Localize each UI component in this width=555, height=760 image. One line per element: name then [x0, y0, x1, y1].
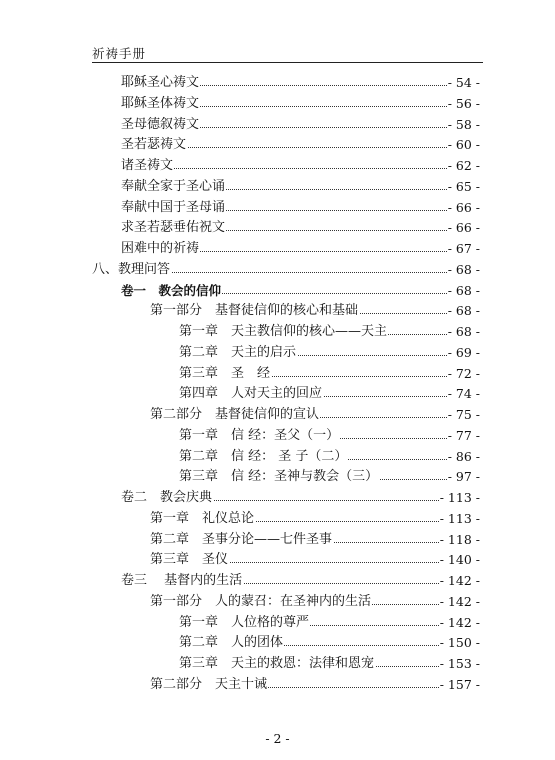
toc-entry-title: 第三章 圣仪 — [150, 550, 229, 570]
toc-entry-title: 第二章 人的团体 — [179, 633, 284, 653]
toc-entry-title: 卷二 教会庆典 — [121, 488, 213, 508]
toc-entry-page: - 97 - — [447, 467, 480, 487]
toc-entry-title: 第二章 天主的启示 — [179, 343, 297, 363]
toc-entry[interactable] — [0, 488, 555, 508]
toc-entry-page: - 157 - — [439, 675, 480, 695]
toc-entry[interactable] — [0, 364, 555, 384]
toc-entry-page: - 150 - — [439, 633, 480, 653]
toc-entry[interactable] — [0, 198, 555, 218]
toc-entry-page: - 68 - — [447, 301, 480, 321]
toc-entry-title: 第一章 人位格的尊严 — [179, 613, 310, 633]
toc-entry-title: 第二部分 天主十诫 — [150, 675, 268, 695]
toc-entry-title: 第四章 人对天主的回应 — [179, 384, 323, 404]
toc-entry[interactable] — [0, 115, 555, 135]
toc-entry-title: 圣若瑟祷文 — [121, 135, 187, 155]
toc-entry-page: - 113 - — [439, 509, 480, 529]
toc-entry-page: - 66 - — [447, 218, 480, 238]
toc-entry-page: - 68 - — [447, 322, 480, 342]
toc-entry[interactable] — [0, 177, 555, 197]
toc-entry[interactable] — [0, 135, 555, 155]
toc-entry-page: - 60 - — [447, 135, 480, 155]
toc-entry[interactable] — [0, 530, 555, 550]
toc-entry-title: 卷三 基督内的生活 — [121, 571, 243, 591]
toc-entry[interactable] — [0, 343, 555, 363]
toc-entry-page: - 69 - — [447, 343, 480, 363]
toc-entry[interactable] — [0, 405, 555, 425]
toc-entry-title: 第三章 信 经：圣神与教会（三） — [179, 467, 379, 487]
toc-entry-page: - 56 - — [447, 94, 480, 114]
toc-entry-title: 第二章 圣事分论——七件圣事 — [150, 530, 333, 550]
toc-entry-page: - 62 - — [447, 156, 480, 176]
toc-entry-title: 奉献全家于圣心诵 — [121, 177, 226, 197]
toc-entry[interactable] — [0, 447, 555, 467]
toc-entry-title: 第三章 天主的救恩：法律和恩宠 — [179, 654, 375, 674]
toc-entry[interactable] — [0, 384, 555, 404]
toc-entry-title: 圣母德叙祷文 — [121, 115, 200, 135]
toc-entry-title: 八、教理问答 — [92, 260, 171, 280]
toc-entry-title: 第一章 信 经：圣父（一） — [179, 426, 340, 446]
toc-entry[interactable] — [0, 73, 555, 93]
toc-entry[interactable] — [0, 654, 555, 674]
toc-entry-title: 第一章 礼仪总论 — [150, 509, 255, 529]
toc-entry-title: 第二章 信 经： 圣 子（二） — [179, 447, 348, 467]
toc-entry[interactable] — [0, 613, 555, 633]
toc-entry[interactable] — [0, 509, 555, 529]
toc-entry-title: 第一章 天主教信仰的核心——天主 — [179, 322, 388, 342]
toc-entry-page: - 113 - — [439, 488, 480, 508]
page-number: - 2 - — [265, 731, 290, 746]
toc-entry-title: 第三章 圣 经 — [179, 364, 271, 384]
toc-entry-title: 耶稣圣体祷文 — [121, 94, 200, 114]
toc-entry[interactable] — [0, 281, 555, 301]
toc-entry-page: - 142 - — [439, 571, 480, 591]
toc-entry-page: - 58 - — [447, 115, 480, 135]
toc-entry-page: - 142 - — [439, 592, 480, 612]
header-divider — [92, 62, 483, 63]
toc-entry[interactable] — [0, 260, 555, 280]
toc-entry[interactable] — [0, 156, 555, 176]
toc-entry-title: 卷一 教会的信仰 — [121, 281, 222, 301]
toc-entry-page: - 68 - — [447, 260, 480, 280]
toc-entry-page: - 77 - — [447, 426, 480, 446]
toc-entry-title: 第一部分 基督徒信仰的核心和基础 — [150, 301, 359, 321]
toc-entry-page: - 140 - — [439, 550, 480, 570]
leader-dots — [121, 168, 477, 169]
toc-entry-page: - 68 - — [447, 281, 480, 301]
toc-entry[interactable] — [0, 322, 555, 342]
toc-entry-page: - 74 - — [447, 384, 480, 404]
toc-entry[interactable] — [0, 301, 555, 321]
toc-entry-page: - 86 - — [447, 447, 480, 467]
toc-entry-page: - 54 - — [447, 73, 480, 93]
toc-entry-title: 第二部分 基督徒信仰的宣认 — [150, 405, 320, 425]
toc-entry-page: - 65 - — [447, 177, 480, 197]
toc-entry-page: - 118 - — [439, 530, 480, 550]
toc-entry-title: 求圣若瑟垂佑祝文 — [121, 218, 226, 238]
running-header: 祈祷手册 — [92, 46, 147, 61]
toc-entry[interactable] — [0, 592, 555, 612]
toc-entry-page: - 72 - — [447, 364, 480, 384]
toc-entry-page: - 66 - — [447, 198, 480, 218]
toc-entry[interactable] — [0, 571, 555, 591]
toc-entry-page: - 75 - — [447, 405, 480, 425]
toc-entry-page: - 67 - — [447, 239, 480, 259]
toc-entry-title: 第一部分 人的蒙召：在圣神内的生活 — [150, 592, 372, 612]
toc-entry[interactable] — [0, 218, 555, 238]
toc-entry-title: 耶稣圣心祷文 — [121, 73, 200, 93]
toc-entry[interactable] — [0, 239, 555, 259]
toc-entry-title: 诸圣祷文 — [121, 156, 174, 176]
toc-entry[interactable] — [0, 633, 555, 653]
toc-entry[interactable] — [0, 94, 555, 114]
toc-entry-title: 困难中的祈祷 — [121, 239, 200, 259]
toc-entry[interactable] — [0, 426, 555, 446]
toc-entry-page: - 142 - — [439, 613, 480, 633]
toc-entry-title: 奉献中国于圣母诵 — [121, 198, 226, 218]
toc-entry[interactable] — [0, 467, 555, 487]
toc-entry[interactable] — [0, 550, 555, 570]
toc-entry[interactable] — [0, 675, 555, 695]
toc-entry-page: - 153 - — [439, 654, 480, 674]
